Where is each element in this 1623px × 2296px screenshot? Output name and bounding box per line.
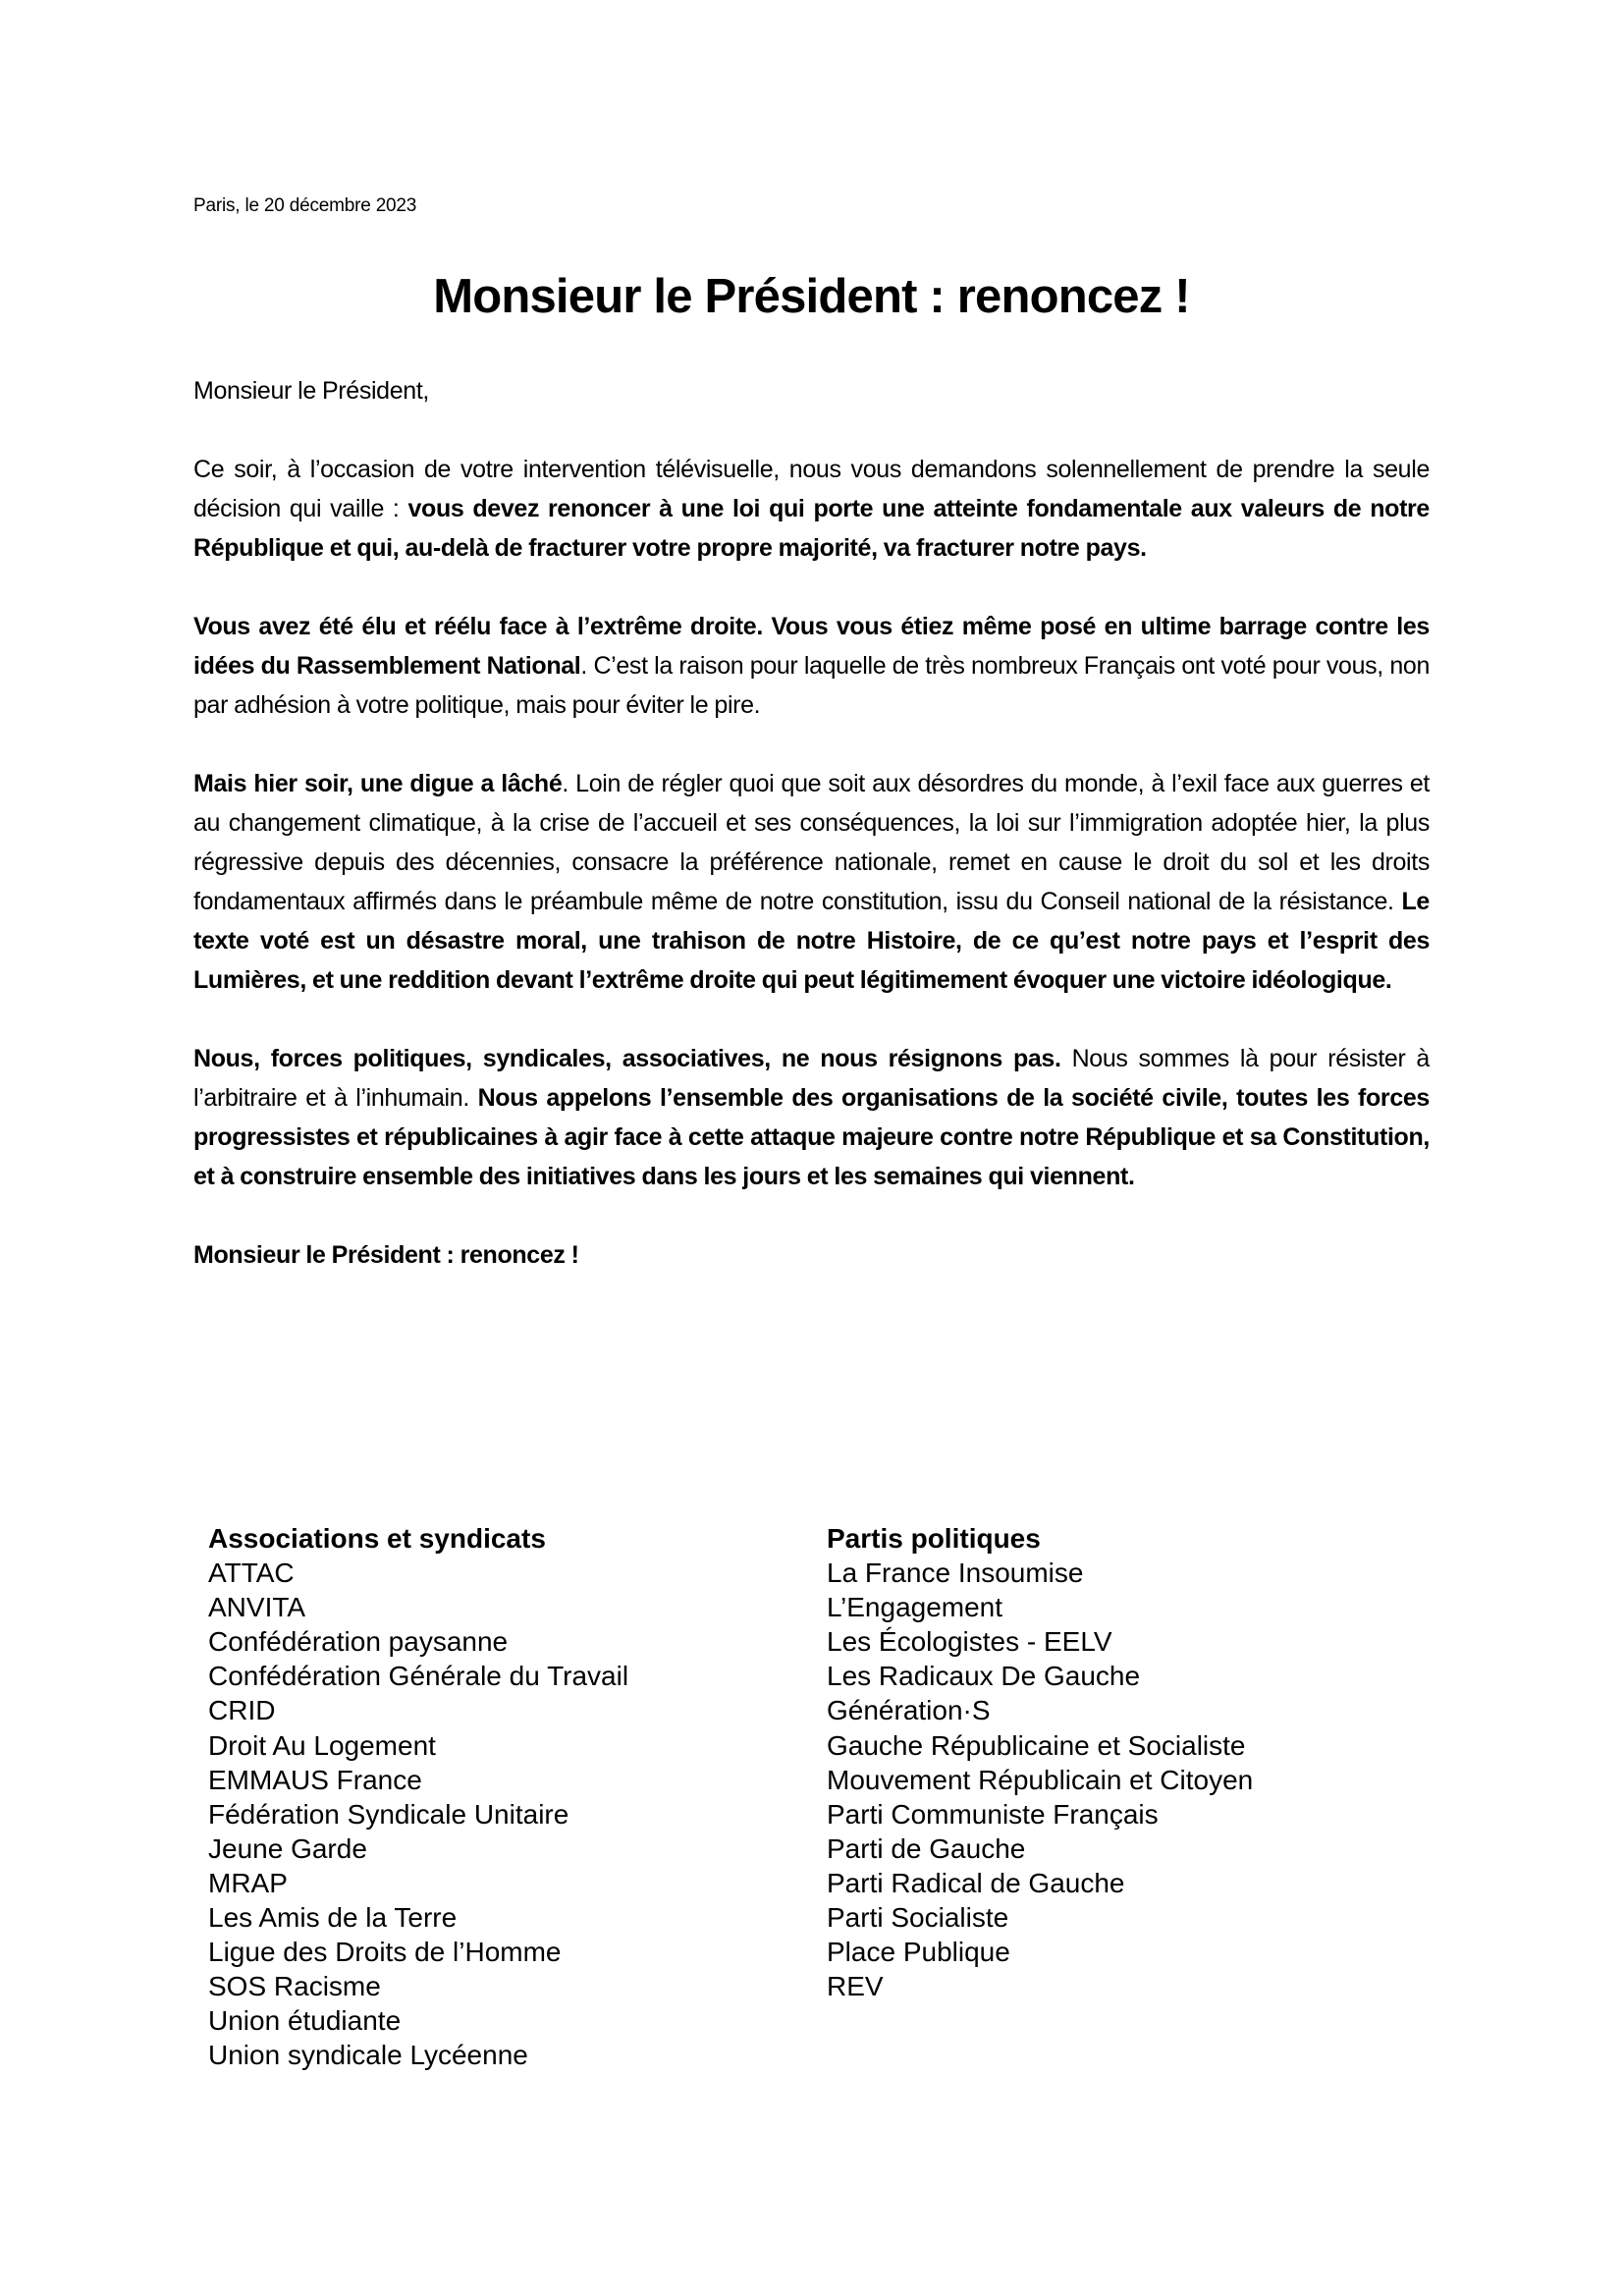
associations-list (208, 1556, 628, 2072)
association-item: Fédération Syndicale Unitaire (208, 1798, 569, 1830)
association-item: SOS Racisme (208, 1971, 381, 2002)
association-item: Jeune Garde (208, 1832, 367, 1864)
parties-heading: Partis politiques (827, 1523, 1041, 1554)
party-item: Place Publique (827, 1937, 1010, 1968)
body-paragraph (193, 764, 1430, 1000)
party-item: Parti Radical de Gauche (827, 1867, 1125, 1898)
association-item: Union syndicale Lycéenne (208, 2040, 528, 2071)
association-item: CRID (208, 1695, 276, 1726)
closing-text: Monsieur le Président : renoncez ! (193, 1241, 579, 1269)
party-item: Les Radicaux De Gauche (827, 1661, 1141, 1692)
text-run: Nous sommes là pour résister à l’arbitraire et à l’inhumain. (193, 1045, 1430, 1112)
parties-column (827, 1521, 1253, 2003)
association-item: Union étudiante (208, 2005, 402, 2037)
body-paragraph (193, 1039, 1430, 1196)
letter-body (193, 371, 1430, 1275)
text-run: . C’est la raison pour laquelle de très nombreux Français ont voté pour vous, non par adhésion à votre politique, mais pour éviter le pire. (193, 652, 1430, 719)
salutation: Monsieur le Président, (193, 377, 430, 405)
bold-text-run: Nous, forces politiques, syndicales, associatives, ne nous résignons pas. (193, 1045, 1061, 1072)
association-item: ANVITA (208, 1592, 306, 1623)
association-item: ATTAC (208, 1558, 295, 1589)
closing-line (193, 1235, 1430, 1275)
letter-date: Paris, le 20 décembre 2023 (193, 195, 417, 216)
association-item: Droit Au Logement (208, 1729, 436, 1761)
association-item: EMMAUS France (208, 1764, 422, 1795)
party-item: Mouvement Républicain et Citoyen (827, 1764, 1254, 1795)
party-item: Parti de Gauche (827, 1832, 1026, 1864)
association-item: Confédération Générale du Travail (208, 1661, 629, 1692)
associations-heading: Associations et syndicats (208, 1523, 546, 1554)
parties-list (827, 1556, 1253, 2003)
bold-text-run: Mais hier soir, une digue a lâché (193, 770, 563, 797)
bold-text-run: Vous avez été élu et réélu face à l’extrême droite. Vous vous étiez même posé en ultime barrage contre les idées du Rassemblement National (193, 613, 1430, 680)
party-item: Parti Socialiste (827, 1902, 1009, 1934)
party-item: REV (827, 1971, 884, 2002)
party-item: La France Insoumise (827, 1558, 1084, 1589)
party-item: Génération·S (827, 1695, 991, 1726)
association-item: MRAP (208, 1867, 288, 1898)
bold-text-run: Nous appelons l’ensemble des organisations de la société civile, toutes les forces progressistes et républicaines à agir face à cette attaque majeure contre notre République et sa Constitution, et à construire ensemble des initiatives dans les jours et les semaines qui viennent. (193, 1084, 1430, 1190)
association-item: Ligue des Droits de l’Homme (208, 1937, 562, 1968)
body-paragraph (193, 607, 1430, 725)
body-paragraph (193, 450, 1430, 568)
associations-column (208, 1521, 628, 2073)
association-item: Confédération paysanne (208, 1626, 509, 1658)
party-item: Les Écologistes - EELV (827, 1626, 1112, 1658)
text-run: Ce soir, à l’occasion de votre intervention télévisuelle, nous vous demandons solennellement de prendre la seule décision qui vaille : (193, 456, 1430, 522)
party-item: L’Engagement (827, 1592, 1003, 1623)
text-run: . Loin de régler quoi que soit aux désordres du monde, à l’exil face aux guerres et au changement climatique, à la crise de l’accueil et ses conséquences, la loi sur l’immigration adoptée hier, la plus régressive depuis des décennies, consacre la préférence nationale, remet en cause le droit du sol et les droits fondamentaux affirmés dans le préambule même de notre constitution, issu du Conseil national de la résistance. (193, 770, 1430, 915)
letter-title: Monsieur le Président : renoncez ! (433, 270, 1190, 323)
paragraphs (193, 450, 1430, 1196)
party-item: Parti Communiste Français (827, 1798, 1159, 1830)
bold-text-run: Le texte voté est un désastre moral, une trahison de notre Histoire, de ce qu’est notre pays et l’esprit des Lumières, et une reddition devant l’extrême droite qui peut légitimement évoquer une victoire idéologique. (193, 888, 1430, 994)
association-item: Les Amis de la Terre (208, 1902, 458, 1934)
bold-text-run: vous devez renoncer à une loi qui porte une atteinte fondamentale aux valeurs de notre République et qui, au-delà de fracturer votre propre majorité, va fracturer notre pays. (193, 495, 1430, 562)
party-item: Gauche Républicaine et Socialiste (827, 1729, 1246, 1761)
